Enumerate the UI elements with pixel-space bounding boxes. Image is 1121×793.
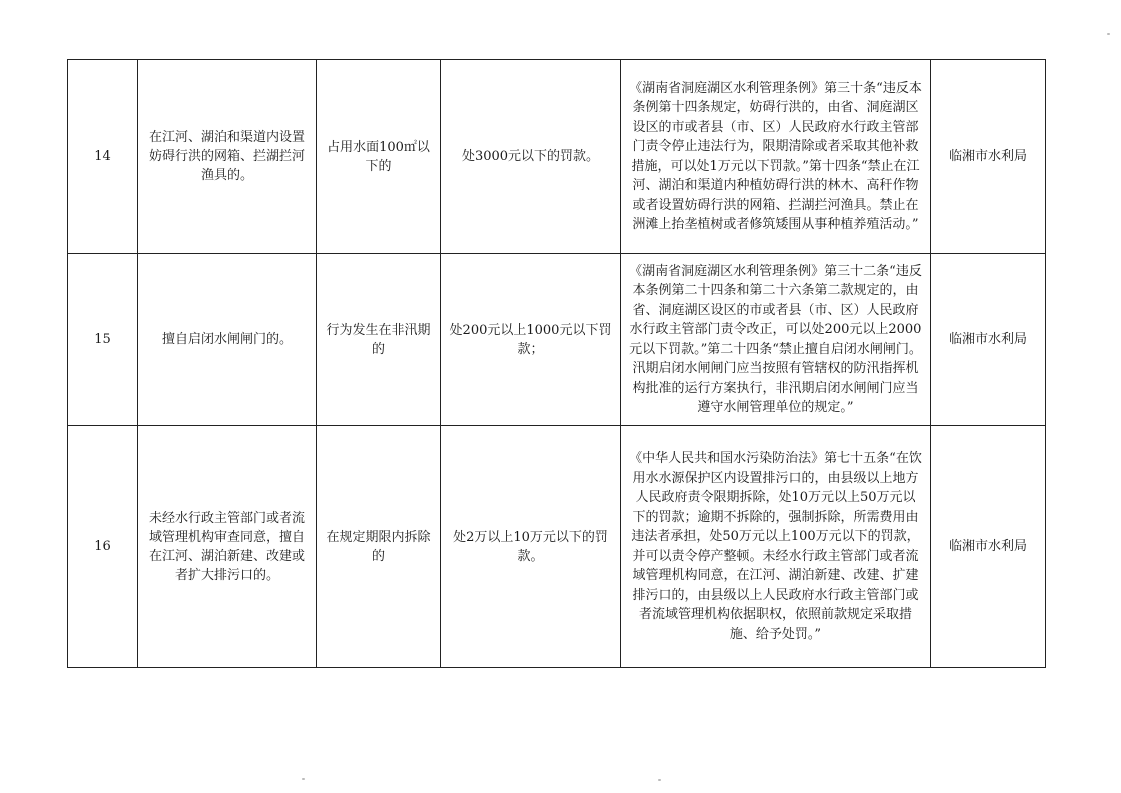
- penalty-standard: 处200元以上1000元以下罚款；: [441, 254, 621, 426]
- enforcement-agency: 临湘市水利局: [931, 254, 1046, 426]
- legal-basis: 《中华人民共和国水污染防治法》第七十五条“在饮用水水源保护区内设置排污口的，由县级以上地方人民政府责令限期拆除，处10万元以上50万元以下的罚款；逾期不拆除的，强制拆除，所需费用由违法者承担，处50万元以上100万元以下的罚款，并可以责令停产整顿。未经水行政主管部门或者流域管理机构同意，在江河、湖泊新建、改建、扩建排污口的，由县级以上人民政府水行政主管部门或者流域管理机构依据职权，依照前款规定采取措施、给予处罚。”: [621, 426, 931, 668]
- table-row: [68, 254, 1046, 426]
- row-number: 14: [68, 60, 138, 254]
- table-row: [68, 60, 1046, 254]
- row-number: 16: [68, 426, 138, 668]
- violation-behavior: 在江河、湖泊和渠道内设置妨碍行洪的网箱、拦湖拦河渔具的。: [138, 60, 317, 254]
- enforcement-agency: 临湘市水利局: [931, 426, 1046, 668]
- table-row: [68, 426, 1046, 668]
- row-number: 15: [68, 254, 138, 426]
- violation-behavior: 擅自启闭水闸闸门的。: [138, 254, 317, 426]
- violation-behavior: 未经水行政主管部门或者流域管理机构审查同意，擅自在江河、湖泊新建、改建或者扩大排污口的。: [138, 426, 317, 668]
- penalty-table: [67, 59, 1046, 668]
- legal-basis: 《湖南省洞庭湖区水利管理条例》第三十条“违反本条例第十四条规定，妨碍行洪的，由省、洞庭湖区设区的市或者县（市、区）人民政府水行政主管部门责令停止违法行为，限期清除或者采取其他补救措施，可以处1万元以下罚款。”第十四条“禁止在江河、湖泊和渠道内种植妨碍行洪的林木、高秆作物或者设置妨碍行洪的网箱、拦湖拦河渔具。禁止在洲滩上抬垄植树或者修筑矮围从事种植养殖活动。”: [621, 60, 931, 254]
- enforcement-agency: 临湘市水利局: [931, 60, 1046, 254]
- violation-circumstance: 行为发生在非汛期的: [317, 254, 441, 426]
- violation-circumstance: 在规定期限内拆除的: [317, 426, 441, 668]
- legal-basis: 《湖南省洞庭湖区水利管理条例》第三十二条“违反本条例第二十四条和第二十六条第二款规定的，由省、洞庭湖区设区的市或者县（市、区）人民政府水行政主管部门责令改正，可以处200元以上2000元以下罚款。”第二十四条“禁止擅自启闭水闸闸门。汛期启闭水闸闸门应当按照有管辖权的防汛指挥机构批准的运行方案执行，非汛期启闭水闸闸门应当遵守水闸管理单位的规定。”: [621, 254, 931, 426]
- scan-speck: [1107, 33, 1110, 35]
- scan-speck: [658, 779, 661, 781]
- penalty-standard: 处3000元以下的罚款。: [441, 60, 621, 254]
- penalty-standard: 处2万以上10万元以下的罚款。: [441, 426, 621, 668]
- violation-circumstance: 占用水面100㎡以下的: [317, 60, 441, 254]
- scan-speck: [302, 778, 305, 780]
